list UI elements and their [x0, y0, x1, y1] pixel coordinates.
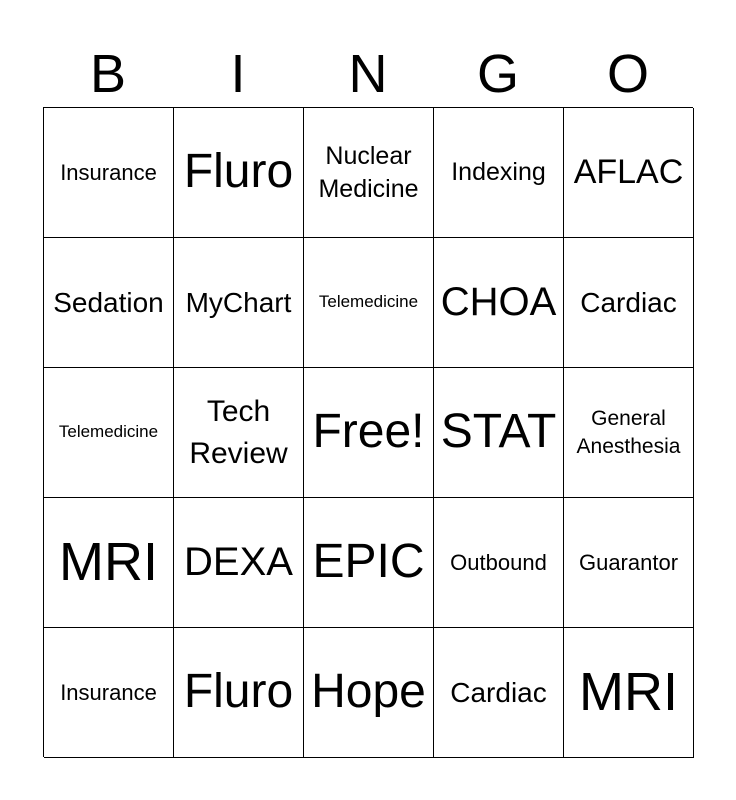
- cell-text: Fluro: [183, 145, 294, 199]
- bingo-cell[interactable]: [174, 628, 304, 758]
- bingo-card-grid: [43, 107, 693, 757]
- cell-text: CHOA: [440, 279, 557, 324]
- cell-text: Cardiac: [580, 286, 677, 318]
- bingo-cell[interactable]: [44, 498, 174, 628]
- cell-text: Tech Review: [189, 395, 288, 470]
- free-space-cell[interactable]: [304, 368, 434, 498]
- bingo-cell[interactable]: [304, 108, 434, 238]
- bingo-cell[interactable]: [44, 238, 174, 368]
- cell-text: Sedation: [53, 286, 164, 318]
- header-letter-n: N: [348, 44, 388, 104]
- header-letter-b: B: [89, 44, 127, 104]
- bingo-cell[interactable]: [564, 628, 694, 758]
- bingo-cell[interactable]: [434, 498, 564, 628]
- bingo-cell[interactable]: [304, 498, 434, 628]
- cell-text: Outbound: [450, 549, 547, 575]
- bingo-cell[interactable]: [434, 108, 564, 238]
- cell-text: DEXA: [184, 539, 293, 584]
- bingo-cell[interactable]: [564, 368, 694, 498]
- bingo-cell[interactable]: [564, 238, 694, 368]
- cell-text: MyChart: [185, 286, 292, 318]
- bingo-cell[interactable]: [174, 108, 304, 238]
- bingo-cell[interactable]: [174, 498, 304, 628]
- bingo-cell[interactable]: [44, 108, 174, 238]
- bingo-cell[interactable]: [174, 238, 304, 368]
- cell-text: Fluro: [183, 665, 294, 719]
- header-letter-g: G: [476, 44, 519, 104]
- bingo-cell[interactable]: [304, 238, 434, 368]
- bingo-cell[interactable]: [434, 628, 564, 758]
- cell-text: Cardiac: [450, 676, 547, 708]
- cell-text: Indexing: [451, 157, 546, 186]
- bingo-cell[interactable]: [564, 498, 694, 628]
- cell-text: MRI: [579, 661, 678, 722]
- cell-text: Telemedicine: [318, 292, 419, 312]
- bingo-cell[interactable]: [174, 368, 304, 498]
- header-letter-o: O: [606, 44, 649, 104]
- cell-text: AFLAC: [573, 153, 684, 192]
- cell-text: MRI: [59, 531, 158, 592]
- cell-text: Free!: [312, 405, 425, 459]
- bingo-cell[interactable]: [44, 628, 174, 758]
- cell-text: Telemedicine: [58, 422, 159, 442]
- bingo-header: [43, 40, 693, 108]
- header-letter-i: I: [230, 44, 246, 104]
- cell-text: Hope: [311, 665, 426, 719]
- bingo-cell[interactable]: [304, 628, 434, 758]
- cell-text: STAT: [440, 405, 557, 459]
- bingo-cell[interactable]: [434, 238, 564, 368]
- cell-text: Insurance: [60, 159, 157, 185]
- bingo-cell[interactable]: [564, 108, 694, 238]
- cell-text: EPIC: [312, 535, 425, 589]
- cell-text: General Anesthesia: [576, 407, 681, 458]
- cell-text: Guarantor: [578, 549, 679, 575]
- bingo-cell[interactable]: [44, 368, 174, 498]
- cell-text: Insurance: [60, 679, 157, 705]
- cell-text: Nuclear Medicine: [318, 142, 419, 203]
- bingo-cell[interactable]: [434, 368, 564, 498]
